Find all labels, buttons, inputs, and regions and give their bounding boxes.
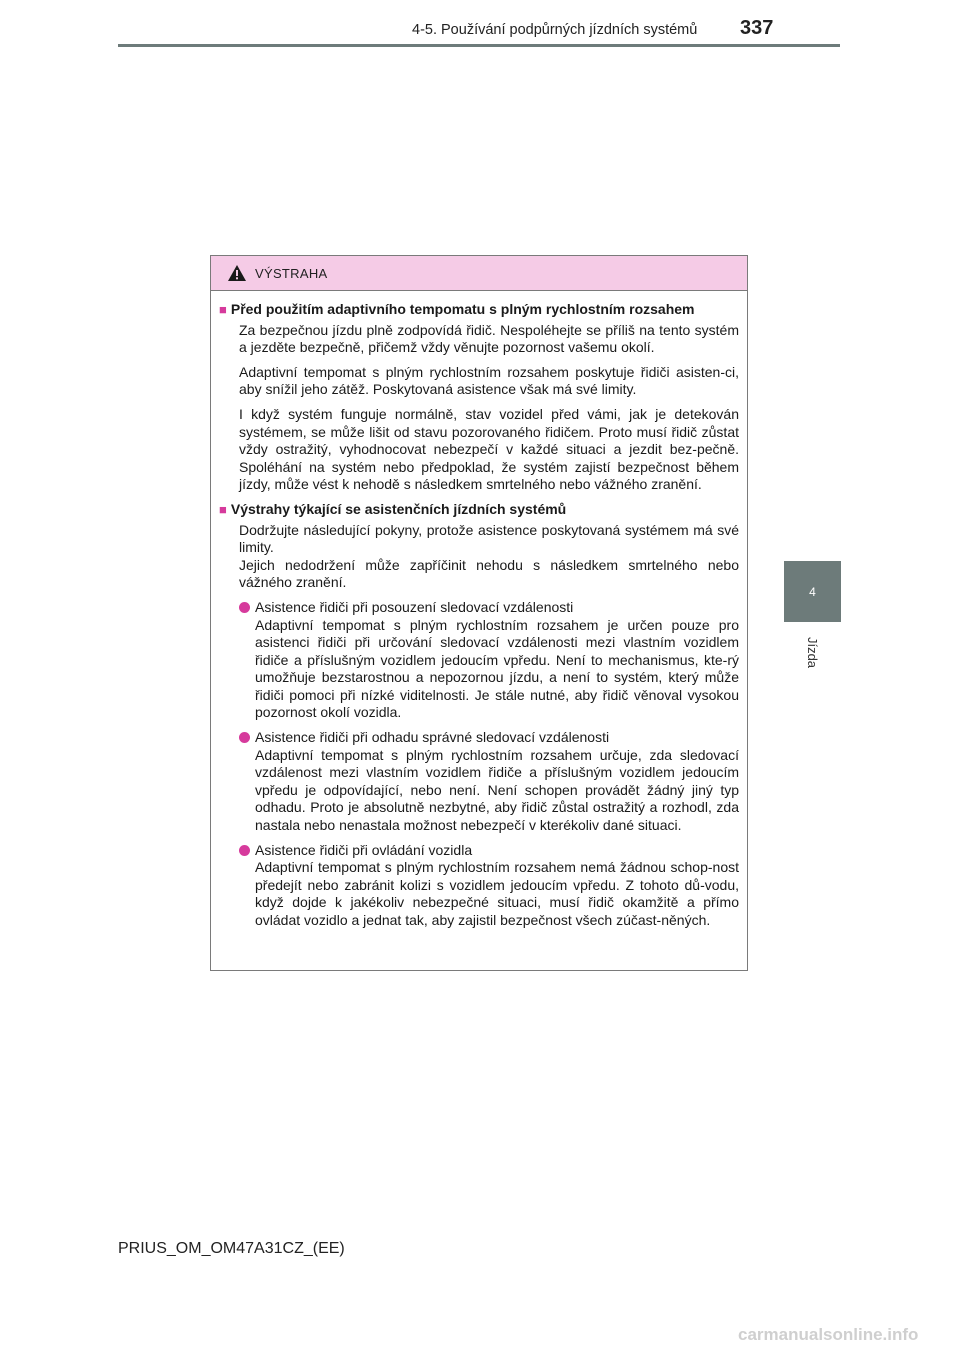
round-bullet-icon xyxy=(239,602,250,613)
page-number: 337 xyxy=(740,17,774,39)
chapter-tab-label-box xyxy=(784,622,841,682)
paragraph: Za bezpečnou jízdu plně zodpovídá řidič. Nespoléhejte se příliš na tento systém a jezděte bezpečně, přičemž vždy věnujte pozornost vašemu okolí. xyxy=(239,321,739,356)
square-bullet-icon: ■ xyxy=(219,501,227,517)
paragraph: Adaptivní tempomat s plným rychlostním rozsahem poskytuje řidiči asisten-ci, aby snížil jeho zátěž. Poskytovaná asistence však má své limity. xyxy=(239,363,739,398)
paragraph: Jejich nedodržení může zapříčinit nehodu s následkem smrtelného nebo vážného zranění. xyxy=(239,556,739,591)
section-title xyxy=(219,301,739,319)
chapter-tab[interactable] xyxy=(784,561,841,622)
running-header-section: 4-5. Používání podpůrných jízdních systémů xyxy=(412,22,698,38)
section-title xyxy=(219,501,739,519)
round-bullet-icon xyxy=(239,732,250,743)
paragraph: Dodržujte následující pokyny, protože asistence poskytovaná systémem má své limity. xyxy=(239,521,739,556)
list-item xyxy=(239,842,739,930)
warning-body xyxy=(211,291,747,930)
square-bullet-icon: ■ xyxy=(219,302,227,317)
round-bullet-icon xyxy=(239,845,250,856)
warning-header xyxy=(211,256,747,291)
list-item xyxy=(239,729,739,835)
bullet-text: Adaptivní tempomat s plným rychlostním rozsahem nemá žádnou schop-nost předejít nebo zabránit kolizi s vozidlem jedoucím vpředu. Z tohoto dů-vodu, když dojde k jakékoliv nebezpečné situaci, musí řidič okamžitě a přímo ovládat vozidlo a jednat tak, aby zajistil bezpečnost všech zúčast-něných. xyxy=(255,859,739,928)
chapter-tab-number: 4 xyxy=(809,584,816,599)
document-id: PRIUS_OM_OM47A31CZ_(EE) xyxy=(118,1240,345,1257)
bullet-heading: Asistence řidiči při ovládání vozidla xyxy=(255,841,473,858)
section-title-text: Před použitím adaptivního tempomatu s plným rychlostním rozsahem xyxy=(230,301,695,317)
bullet-text: Adaptivní tempomat s plným rychlostním rozsahem určuje, zda sledovací vzdálenost mezi vlastním vozidlem řidiče a příslušným vozidlem jedoucím vpředu je odpovídající, nebo není. Není schopen provádět žádný jiný typ odhadu. Proto je absolutně nezbytné, aby řidič zůstal ostražitý a rozhodl, zda nastala nebo nenastala možnost nebezpečí v kterékoliv dané situaci. xyxy=(255,746,739,834)
bullet-heading: Asistence řidiči při posouzení sledovací vzdálenosti xyxy=(255,598,574,615)
warning-triangle-icon xyxy=(227,264,247,282)
watermark[interactable]: carmanualsonline.info xyxy=(738,1325,919,1344)
chapter-tab-label: Jízda xyxy=(804,636,820,668)
section-title-text: Výstrahy týkající se asistenčních jízdních systémů xyxy=(230,500,567,517)
warning-title: VÝSTRAHA xyxy=(255,265,328,281)
bullet-text: Adaptivní tempomat s plným rychlostním rozsahem je určen pouze pro asistenci řidiči při určování sledovací vzdálenosti mezi vlastním vozidlem řidiče a příslušným vozidlem jedoucím vpředu. Není to mechanismus, kte-rý umožňuje bezstarostnou a nepozornou jízdu, a není to systém, který může řidiči pomoci při nízké viditelnosti. Je stále nutné, aby řidič věnoval vysokou pozornost okolí vozidla. xyxy=(255,616,739,721)
warning-box xyxy=(210,255,748,971)
bullet-heading: Asistence řidiči při odhadu správné sledovací vzdálenosti xyxy=(255,729,610,746)
header-divider xyxy=(118,44,840,47)
paragraph: I když systém funguje normálně, stav vozidel před vámi, jak je detekován systémem, se může lišit od stavu pozorovaného řidičem. Proto musí řidič zůstat vždy ostražitý, vyhodnocovat nebezpečí v každé situaci a jezdit bez-pečně. Spoléhání na systém nebo předpoklad, že systém zajistí bezpečnost během jízdy, může vést k nehodě s následkem smrtelného nebo vážného zranění. xyxy=(239,405,739,493)
list-item xyxy=(239,599,739,722)
